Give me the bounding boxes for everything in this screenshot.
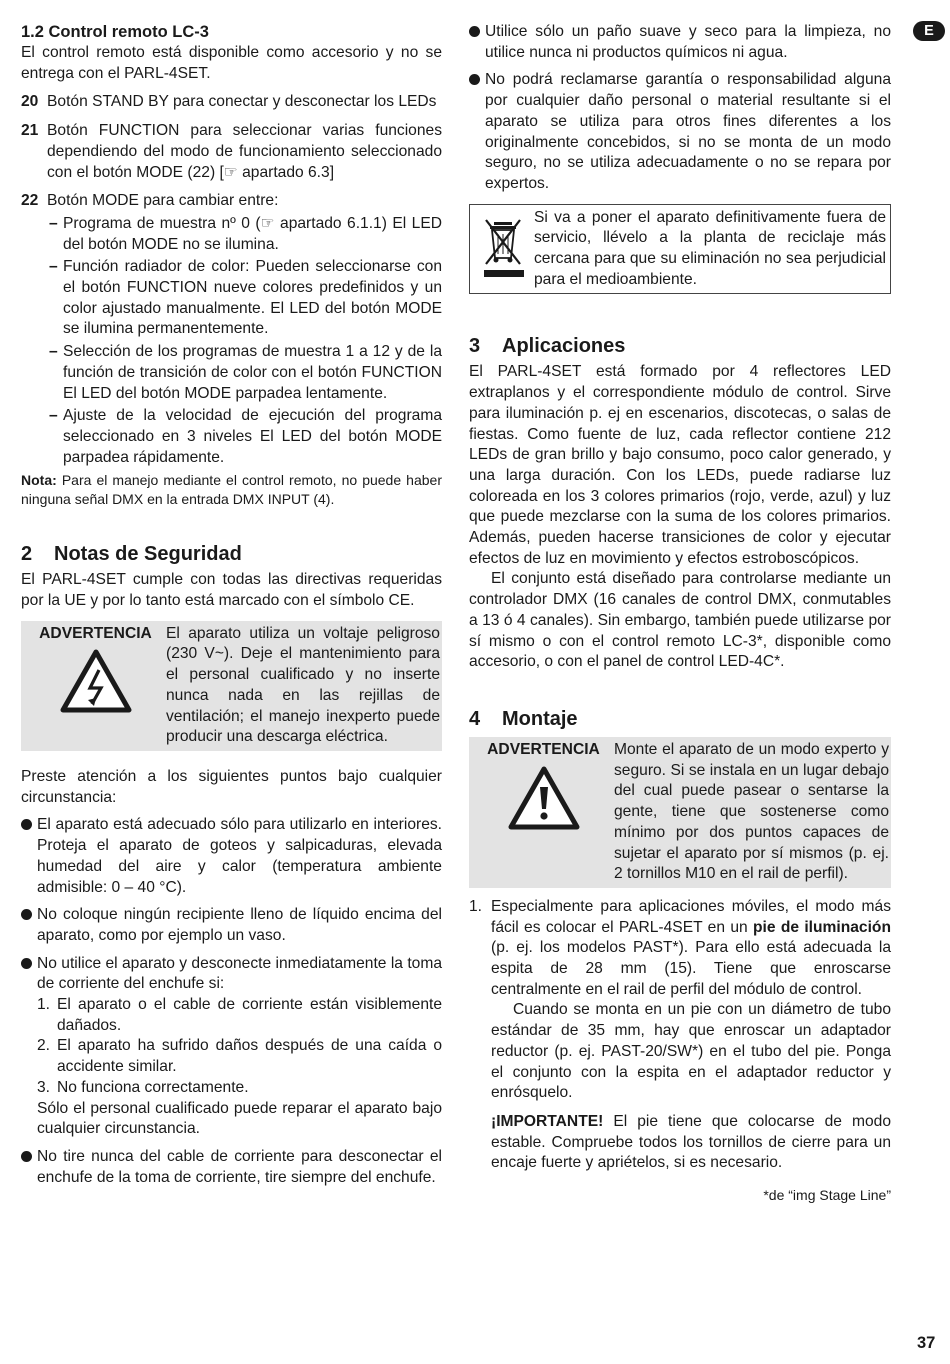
step-paragraph-2: Cuando se monta en un pie con un diámetro de tubo estándar de 35 mm, hay que enroscar un adaptador reductor (p. ej. PAST-20/SW*) en el tubo del pie. Ponga el conjunto con la espita en el adaptador reductor y enrósquelo.	[491, 1001, 891, 1102]
section-number: 2	[21, 543, 33, 566]
bullet-icon	[21, 958, 32, 969]
safety-bullet	[21, 905, 442, 946]
sub-item	[37, 995, 442, 1036]
section-title: Notas de Seguridad	[54, 543, 242, 566]
bullet-text: Utilice sólo un paño suave y seco para la limpieza, no utilice nunca ni productos químicos ni agua.	[485, 23, 891, 61]
weee-bin-icon	[482, 216, 526, 280]
applications-paragraph-1: El PARL-4SET está formado por 4 reflectores LED extraplanos y el correspondiente módulo de control. Sirve para iluminación p. ej en escenarios, discotecas, o salas de fiestas. Como fuente de luz, cada reflector contiene 212 LEDs de gran brillo y bajo consumo, poco calor generado, y una larga duración. Con los LEDs, puede radiarse luz coloreada en los 3 colores primarios (rojo, verde, azul) y luz que puede mezclarse con la suma de los colores primarios. Además, pueden hacerse transiciones de color y ejecutar efectos de luz en movimiento y efectos estroboscópicos.	[469, 363, 891, 567]
safety-attention: Preste atención a los siguientes puntos bajo cualquier circunstancia:	[21, 767, 442, 806]
caution-icon	[507, 765, 581, 831]
important-text: El pie tiene que colocarse de modo estable. Compruebe todos los tornillos de cierre para un encaje fuerte y apriételos, si es necesario.	[491, 1112, 891, 1172]
section-title: Aplicaciones	[502, 335, 626, 358]
remote-item-20	[21, 92, 442, 113]
bullet-text: No coloque ningún recipiente lleno de líquido encima del aparato, como por ejemplo un vaso.	[37, 906, 442, 944]
page-number: 37	[917, 1334, 936, 1352]
mounting-step-1	[469, 897, 891, 1174]
note-text: Para el manejo mediante el control remoto, no puede haber ninguna señal DMX en la entrada DMX INPUT (4).	[21, 472, 442, 508]
mounting-heading	[469, 707, 891, 731]
bullet-text: No utilice el aparato y desconecte inmediatamente la toma de corriente del enchufe si:	[37, 954, 442, 993]
item-number: 22	[21, 192, 39, 210]
language-badge: E	[913, 21, 945, 41]
bullet-text: No podrá reclamarse garantía o responsabilidad alguna por cualquier daño personal o material resultante si el aparato se utiliza para otros fines diferentes a los originalmente concebidos, si no se monta de un modo seguro, no se utiliza adecuadamente o no se repara por expertos.	[485, 71, 891, 192]
sub-after-text: Sólo el personal cualificado puede reparar el aparato bajo cualquier circunstancia.	[37, 1099, 442, 1138]
right-column	[469, 22, 891, 1206]
applications-paragraph-2: El conjunto está diseñado para controlarse mediante un controlador DMX (16 canales de control DMX, conmutables a 13 ó 4 canales). Sin embargo, también puede utilizarse por sí mismo o con el control remoto LC-3*, disponible como accesorio, o con el panel de control LED-4C*.	[469, 570, 891, 671]
warning-text: El aparato utiliza un voltaje peligroso (230 V~). Deje el mantenimiento para el personal cualificado y no inserte nunca nada en las rejillas de ventilación; el manejo inexperto puede producir una descarga eléctrica.	[166, 624, 440, 746]
step-text	[491, 897, 891, 1001]
safety-bullet	[469, 22, 891, 63]
mode-option-text: Programa de muestra nº 0 (☞ apartado 6.1.1) El LED del botón MODE no se ilumina.	[63, 214, 442, 253]
recycling-box	[469, 204, 891, 295]
step-text-a: Especialmente para aplicaciones móviles, el modo más fácil es colocar el PARL-4SET en un	[491, 897, 891, 936]
mode-option: – Ajuste de la velocidad de ejecución del programa seleccionado en 3 niveles El LED del botón MODE parpadea rápidamente.	[47, 406, 442, 468]
important-note	[491, 1112, 891, 1174]
important-label: ¡IMPORTANTE!	[491, 1112, 604, 1130]
electric-warning-box	[21, 621, 442, 751]
high-voltage-icon	[59, 648, 133, 714]
remote-heading: 1.2 Control remoto LC-3	[21, 23, 209, 41]
safety-bullet	[21, 954, 442, 1140]
item-text: Botón STAND BY para conectar y desconectar los LEDs	[47, 93, 437, 111]
sub-item-text: No funciona correctamente.	[57, 1078, 249, 1096]
safety-bullet	[21, 1147, 442, 1188]
mode-option-text: Función radiador de color: Pueden seleccionarse con el botón FUNCTION nueve colores predefinidos y un color ajustado manualmente. El LED del botón MODE se ilumina permanentemente.	[63, 258, 442, 338]
safety-heading	[21, 542, 442, 566]
left-column	[21, 22, 442, 1188]
warning-label: ADVERTENCIA	[487, 740, 600, 758]
sub-item	[37, 1036, 442, 1077]
bullet-icon	[469, 26, 480, 37]
remote-note	[21, 471, 442, 509]
bullet-text: No tire nunca del cable de corriente para desconectar el enchufe de la toma de corriente, tire siempre del enchufe.	[37, 1147, 442, 1186]
mode-option-text: Ajuste de la velocidad de ejecución del programa seleccionado en 3 niveles El LED del botón MODE parpadea rápidamente.	[63, 407, 442, 466]
applications-heading	[469, 334, 891, 358]
mounting-warning-box	[469, 737, 891, 888]
section-number: 3	[469, 335, 481, 358]
sub-item-number: 3.	[37, 1078, 51, 1096]
mode-option: – Selección de los programas de muestra 1 a 12 y de la función de transición de color con el botón FUNCTION El LED del botón MODE parpadea lentamente.	[47, 342, 442, 404]
sub-item	[37, 1078, 442, 1099]
remote-item-21	[21, 121, 442, 183]
safety-intro: El PARL-4SET cumple con todas las directivas requeridas por la UE y por lo tanto está marcado con el símbolo CE.	[21, 571, 442, 610]
section-title: Montaje	[502, 707, 578, 730]
item-text: Botón FUNCTION para seleccionar varias funciones dependiendo del modo de funcionamiento seleccionado con el botón MODE (22) [☞ apartado 6.3]	[47, 122, 442, 181]
sub-item-number: 2.	[37, 1037, 51, 1055]
note-label: Nota:	[21, 472, 57, 489]
mode-option-text: Selección de los programas de muestra 1 a 12 y de la función de transición de color con el botón FUNCTION El LED del botón MODE parpadea lentamente.	[63, 343, 442, 402]
footnote: *de “img Stage Line”	[763, 1187, 891, 1204]
item-number: 21	[21, 122, 39, 140]
step-bold-term: pie de iluminación	[752, 918, 891, 936]
section-number: 4	[469, 707, 481, 730]
safety-bullet	[469, 70, 891, 194]
bullet-icon	[21, 1151, 32, 1162]
bullet-icon	[469, 74, 480, 85]
sub-item-text: El aparato o el cable de corriente están visiblemente dañados.	[57, 996, 442, 1034]
warning-label: ADVERTENCIA	[39, 624, 152, 642]
safety-bullet	[21, 815, 442, 898]
remote-intro: El control remoto está disponible como accesorio y no se entrega con el PARL-4SET.	[21, 44, 442, 82]
step-number: 1.	[469, 897, 483, 915]
step-text-b: (p. ej. los modelos PAST*). Para ello está adecuada la espita de 28 mm (15). Tiene que enroscarse centralmente en el rail de perfil del módulo de control.	[491, 939, 891, 998]
item-text: Botón MODE para cambiar entre:	[47, 192, 279, 210]
remote-item-22	[21, 191, 442, 468]
recycling-text: Si va a poner el aparato definitivamente fuera de servicio, llévelo a la planta de reciclaje más cercana para que su eliminación no sea perjudicial para el medioambiente.	[534, 208, 886, 288]
item-number: 20	[21, 93, 39, 111]
mode-option: – Programa de muestra nº 0 (☞ apartado 6.1.1) El LED del botón MODE no se ilumina.	[47, 214, 442, 255]
bullet-icon	[21, 909, 32, 920]
bullet-icon	[21, 819, 32, 830]
warning-text: Monte el aparato de un modo experto y seguro. Si se instala en un lugar debajo del cual puede pasear o sentarse la gente, tiene que sostenerse como mínimo por dos puntos capaces de sujetar el aparato por sí mismos (p. ej. 2 tornillos M10 en el rail de perfil).	[614, 740, 889, 883]
bullet-text: El aparato está adecuado sólo para utilizarlo en interiores. Proteja el aparato de goteos y salpicaduras, elevada humedad del aire y calor (temperatura ambiente admisible: 0 – 40 °C).	[37, 816, 442, 896]
mode-option: – Función radiador de color: Pueden seleccionarse con el botón FUNCTION nueve colores predefinidos y un color ajustado manualmente. El LED del botón MODE se ilumina permanentemente.	[47, 257, 442, 340]
sub-item-number: 1.	[37, 996, 51, 1014]
sub-item-text: El aparato ha sufrido daños después de una caída o accidente similar.	[57, 1037, 442, 1076]
